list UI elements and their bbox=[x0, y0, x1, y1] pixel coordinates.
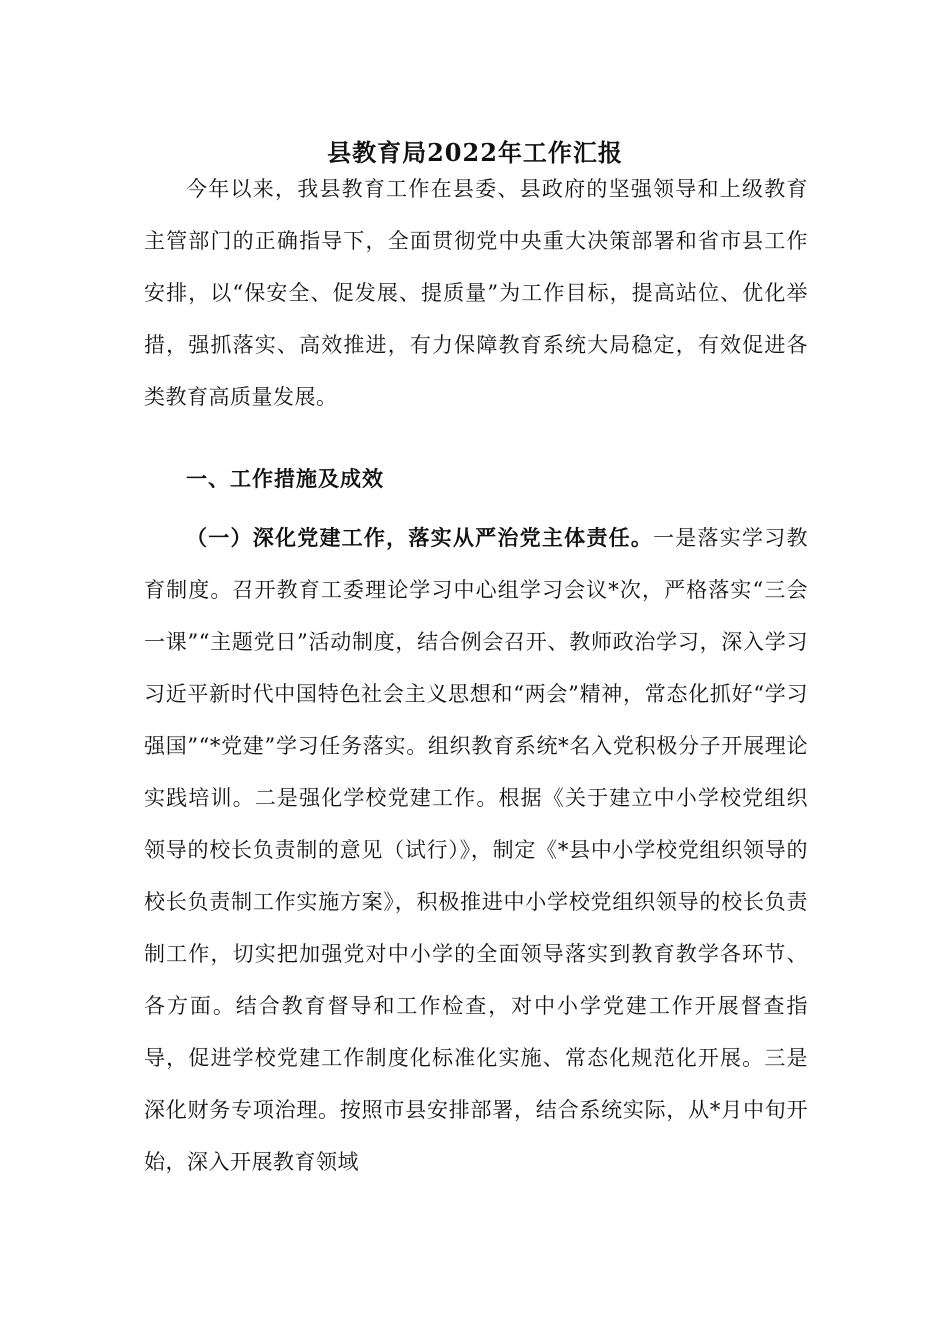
subsection-paragraph bbox=[144, 512, 808, 1188]
intro-paragraph: 今年以来，我县教育工作在县委、县政府的坚强领导和上级教育主管部门的正确指导下，全面贯彻党中央重大决策部署和省市县工作安排，以“保安全、促发展、提质量”为工作目标，提高站位、优化举措，强抓落实、高效推进，有力保障教育系统大局稳定，有效促进各类教育高质量发展。 bbox=[144, 177, 808, 409]
document-title: 县教育局2022年工作汇报 bbox=[327, 138, 623, 167]
subsection-lead: （一）深化党建工作，落实从严治党主体责任。 bbox=[186, 525, 654, 550]
subsection-body: 一是落实学习教育制度。召开教育工委理论学习中心组学习会议*次，严格落实“三会一课”“主题党日”活动制度，结合例会召开、教师政治学习，深入学习习近平新时代中国特色社会主义思想和“两会”精神，常态化抓好“学习强国”“*党建”学习任务落实。组织教育系统*名入党积极分子开展理论实践培训。二是强化学校党建工作。根据《关于建立中小学校党组织领导的校长负责制的意见（试行）》，制定《*县中小学校党组织领导的校长负责制工作实施方案》，积极推进中小学校党组织领导的校长负责制工作，切实把加强党对中小学的全面领导落实到教育教学各环节、各方面。结合教育督导和工作检查，对中小学党建工作开展督查指导，促进学校党建工作制度化标准化实施、常态化规范化开展。三是深化财务专项治理。按照市县安排部署，结合系统实际，从*月中旬开始，深入开展教育领域 bbox=[144, 526, 809, 1174]
section-heading: 一、工作措施及成效 bbox=[186, 466, 384, 491]
